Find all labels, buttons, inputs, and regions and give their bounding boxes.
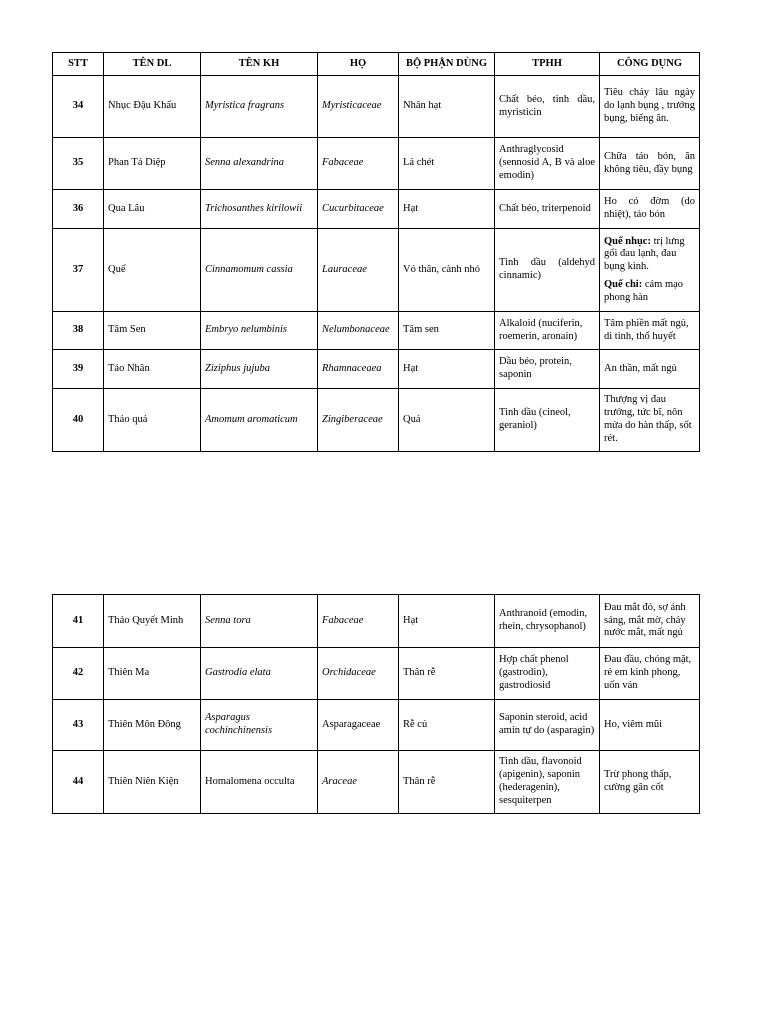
cell-ten-dl: Thiên Môn Đông [104, 700, 201, 751]
cell-bo-phan-dung: Vỏ thân, cành nhỏ [399, 229, 495, 312]
header-ten-kh: TÊN KH [201, 53, 318, 76]
cell-ho: Lauraceae [318, 229, 399, 312]
que-nhuc-text: trị lưng gối đau lạnh, đau bụng kinh. [604, 235, 685, 273]
table-row [53, 76, 700, 138]
cell-ten-kh: Trichosanthes kirilowii [201, 190, 318, 229]
cell-ho: Zingiberaceae [318, 389, 399, 452]
cell-ten-kh: Cinnamomum cassia [201, 229, 318, 312]
cell-cong-dung: Đau đầu, chóng mặt, rẻ em kinh phong, uốn ván [600, 648, 700, 700]
cell-ten-dl: Thảo quả [104, 389, 201, 452]
cell-ten-kh: Gastrodia elata [201, 648, 318, 700]
cell-cong-dung: Ho, viêm mũi [600, 700, 700, 751]
cell-tphh: Tinh dầu, flavonoid (apigenin), saponin (hederagenin), sesquiterpen [495, 751, 600, 814]
cell-stt: 37 [53, 229, 104, 312]
cell-cong-dung: Trừ phong thấp, cường gân cốt [600, 751, 700, 814]
cell-ten-dl: Táo Nhân [104, 350, 201, 389]
cell-stt: 38 [53, 312, 104, 350]
header-tphh: TPHH [495, 53, 600, 76]
cell-ho: Myristicaceae [318, 76, 399, 138]
table-row [53, 648, 700, 700]
cell-bo-phan-dung: Nhân hạt [399, 76, 495, 138]
cell-ten-kh: Amomum aromaticum [201, 389, 318, 452]
cell-cong-dung: Tâm phiền mất ngủ, di tinh, thổ huyết [600, 312, 700, 350]
header-ten-dl: TÊN DL [104, 53, 201, 76]
cell-ho: Orchidaceae [318, 648, 399, 700]
cell-bo-phan-dung: Rễ củ [399, 700, 495, 751]
cell-ho: Rhamnaceaea [318, 350, 399, 389]
cell-stt: 35 [53, 138, 104, 190]
cell-tphh: Dầu béo, protein, saponin [495, 350, 600, 389]
table-row [53, 389, 700, 452]
cell-tphh: Chất béo, tinh dầu, myristicin [495, 76, 600, 138]
cell-ten-dl: Thiên Ma [104, 648, 201, 700]
cell-ten-dl: Thiên Niên Kiện [104, 751, 201, 814]
cell-ten-dl: Tâm Sen [104, 312, 201, 350]
cell-stt: 43 [53, 700, 104, 751]
cell-stt: 34 [53, 76, 104, 138]
cell-bo-phan-dung: Hạt [399, 350, 495, 389]
cell-cong-dung: An thần, mất ngủ [600, 350, 700, 389]
cell-bo-phan-dung: Quả [399, 389, 495, 452]
cell-ten-dl: Qua Lâu [104, 190, 201, 229]
cell-stt: 42 [53, 648, 104, 700]
table-row [53, 595, 700, 648]
cell-ho: Asparagaceae [318, 700, 399, 751]
table-row [53, 350, 700, 389]
cell-ten-kh: Asparagus cochinchinensis [201, 700, 318, 751]
table-row [53, 312, 700, 350]
cell-ten-kh: Myristica fragrans [201, 76, 318, 138]
table-row [53, 138, 700, 190]
cell-tphh: Tinh dầu (cineol, geraniol) [495, 389, 600, 452]
cell-bo-phan-dung: Hạt [399, 595, 495, 648]
herb-table-1 [52, 52, 700, 452]
table-row [53, 229, 700, 312]
cell-ho: Fabaceae [318, 595, 399, 648]
herb-table-2 [52, 594, 700, 814]
header-stt: STT [53, 53, 104, 76]
cell-cong-dung [600, 229, 700, 312]
cell-stt: 39 [53, 350, 104, 389]
cell-ten-kh: Senna alexandrina [201, 138, 318, 190]
cell-ten-kh: Homalomena occulta [201, 751, 318, 814]
cell-stt: 44 [53, 751, 104, 814]
header-cong-dung: CÔNG DỤNG [600, 53, 700, 76]
cell-ten-dl: Quế [104, 229, 201, 312]
cell-bo-phan-dung: Tâm sen [399, 312, 495, 350]
cell-ten-kh: Senna tora [201, 595, 318, 648]
cell-ten-dl: Phan Tả Diệp [104, 138, 201, 190]
cell-cong-dung: Đau mắt đỏ, sợ ánh sáng, mắt mờ, chảy nước mắt, mất ngủ [600, 595, 700, 648]
cell-ho: Cucurbitaceae [318, 190, 399, 229]
cell-ho: Araceae [318, 751, 399, 814]
cell-bo-phan-dung: Thân rễ [399, 648, 495, 700]
cell-stt: 41 [53, 595, 104, 648]
cell-ho: Fabaceae [318, 138, 399, 190]
header-ho: HỌ [318, 53, 399, 76]
que-chi-label: Quế chi: [604, 278, 643, 290]
table-row [53, 700, 700, 751]
cell-cong-dung: Chữa táo bón, ăn không tiêu, đầy bụng [600, 138, 700, 190]
cell-ten-kh: Embryo nelumbinis [201, 312, 318, 350]
cell-tphh: Saponin steroid, acid amin tự do (asparagin) [495, 700, 600, 751]
table-row [53, 751, 700, 814]
cell-stt: 36 [53, 190, 104, 229]
cell-bo-phan-dung: Lá chét [399, 138, 495, 190]
cell-tphh: Hợp chất phenol (gastrodin), gastrodiosid [495, 648, 600, 700]
cong-dung-que-chi [604, 279, 695, 305]
table-row [53, 190, 700, 229]
cell-cong-dung: Tiêu chảy lâu ngày do lạnh bụng , trướng bụng, biếng ăn. [600, 76, 700, 138]
cell-tphh: Chất béo, triterpenoid [495, 190, 600, 229]
cell-cong-dung: Ho có đờm (do nhiệt), táo bón [600, 190, 700, 229]
cell-cong-dung: Thượng vị đau trướng, tức bĩ, nôn mửa do hàn thấp, sốt rét. [600, 389, 700, 452]
cell-ten-dl: Thảo Quyết Minh [104, 595, 201, 648]
cell-tphh: Anthranoid (emodin, rhein, chrysophanol) [495, 595, 600, 648]
cell-stt: 40 [53, 389, 104, 452]
cell-ten-kh: Ziziphus jujuba [201, 350, 318, 389]
que-nhuc-label: Quế nhục: [604, 235, 651, 247]
cell-bo-phan-dung: Thân rễ [399, 751, 495, 814]
header-bo-phan-dung: BỘ PHẬN DÙNG [399, 53, 495, 76]
que-chi-text: cảm mạo phong hàn [604, 278, 684, 303]
cell-ten-dl: Nhục Đậu Khấu [104, 76, 201, 138]
cell-tphh: Alkaloid (nuciferin, roemerin, aronain) [495, 312, 600, 350]
cell-tphh: Anthraglycosid (sennosid A, B và aloe emodin) [495, 138, 600, 190]
table-header-row [53, 53, 700, 76]
cell-bo-phan-dung: Hạt [399, 190, 495, 229]
cong-dung-que-nhuc [604, 236, 695, 274]
cell-tphh: Tinh dầu (aldehyd cinnamic) [495, 229, 600, 312]
cell-ho: Nelumbonaceae [318, 312, 399, 350]
